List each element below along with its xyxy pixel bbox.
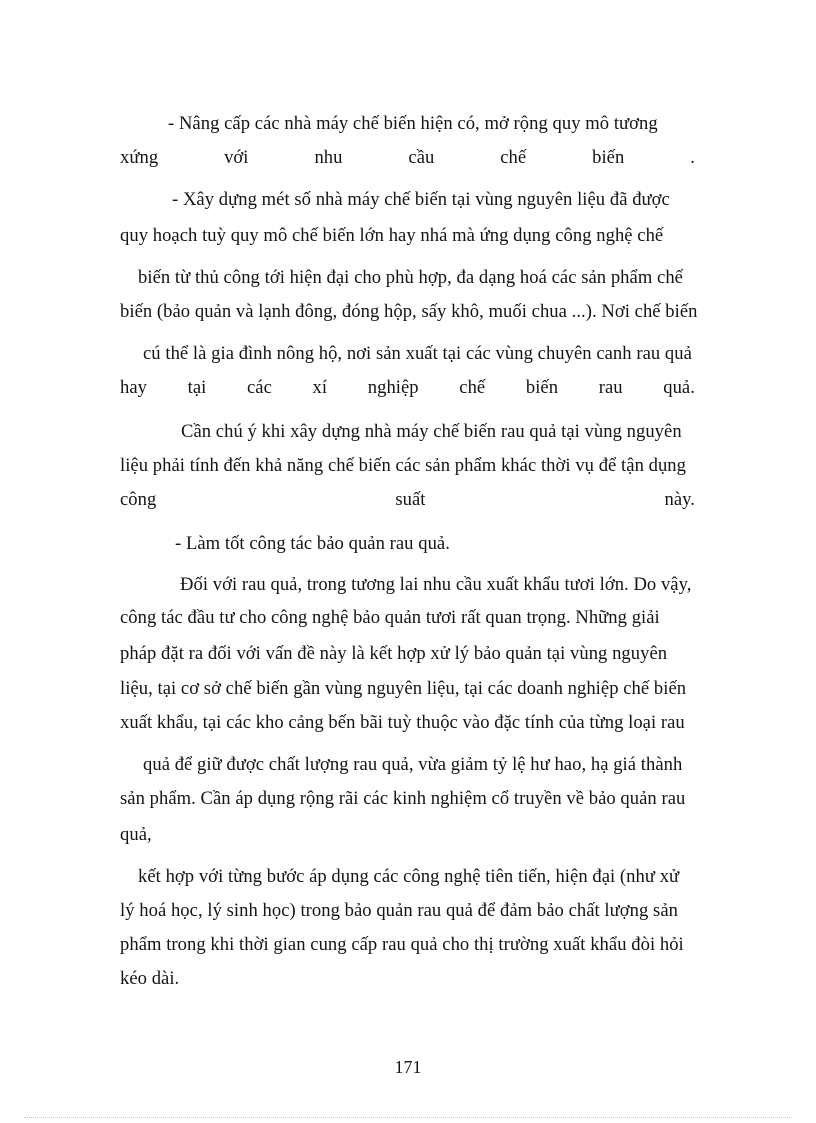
- word: tại: [187, 377, 207, 398]
- text-line: liệu phải tính đến khả năng chế biến các sản phẩm khác thời vụ để tận dụng: [120, 455, 687, 476]
- word: chế: [500, 147, 527, 168]
- text-line: quy hoạch tuỳ quy mô chế biến lớn hay nhá mà ứng dụng công nghệ chế: [120, 225, 664, 246]
- word: xứng: [120, 147, 159, 168]
- text-line: xuất khẩu, tại các kho cảng bến bãi tuỳ thuộc vào đặc tính của từng loại rau: [120, 712, 685, 733]
- text-line: cú thể là gia đình nông hộ, nơi sản xuất tại các vùng chuyên canh rau quả: [143, 343, 692, 364]
- page-number: 171: [394, 1057, 422, 1077]
- justified-text-line: [120, 147, 695, 169]
- text-line: pháp đặt ra đối với vấn đề này là kết hợp xử lý bảo quản tại vùng nguyên: [120, 643, 668, 664]
- word: hay: [120, 377, 147, 398]
- word: với: [224, 147, 249, 168]
- word: suất: [395, 489, 426, 510]
- word: xí: [312, 377, 328, 398]
- text-line: Cần chú ý khi xây dựng nhà máy chế biến rau quả tại vùng nguyên: [181, 421, 682, 442]
- text-line: - Xây dựng mét số nhà máy chế biến tại vùng nguyên liệu đã được: [172, 189, 670, 210]
- text-line: phẩm trong khi thời gian cung cấp rau quả cho thị trường xuất khẩu đòi hỏi: [120, 934, 684, 955]
- word: nghiệp: [367, 377, 419, 398]
- word: quả.: [663, 377, 695, 398]
- text-line: lý hoá học, lý sinh học) trong bảo quản rau quả để đảm bảo chất lượng sản: [120, 900, 678, 921]
- word: biến: [525, 377, 559, 398]
- word: các: [247, 377, 272, 398]
- word: nhu: [314, 147, 343, 168]
- word: cầu: [408, 147, 435, 168]
- text-line: sản phẩm. Cần áp dụng rộng rãi các kinh nghiệm cổ truyền về bảo quản rau: [120, 788, 686, 809]
- word: .: [690, 147, 695, 168]
- text-line: - Nâng cấp các nhà máy chế biến hiện có, mở rộng quy mô tương: [168, 113, 658, 134]
- justified-text-line: [120, 377, 695, 399]
- text-line: Đối với rau quả, trong tương lai nhu cầu xuất khẩu tươi lớn. Do vậy,: [180, 574, 692, 595]
- page-bottom-divider: [24, 1117, 792, 1118]
- justified-text-line: [120, 489, 695, 511]
- word: rau: [598, 377, 623, 398]
- text-line: kết hợp với từng bước áp dụng các công nghệ tiên tiến, hiện đại (như xử: [138, 866, 680, 887]
- word: chế: [459, 377, 486, 398]
- text-line: - Làm tốt công tác bảo quản rau quả.: [175, 533, 450, 554]
- text-line: kéo dài.: [120, 968, 180, 989]
- text-line: công tác đầu tư cho công nghệ bảo quản tươi rất quan trọng. Những giải: [120, 607, 660, 628]
- text-line: biến từ thủ công tới hiện đại cho phù hợp, đa dạng hoá các sản phẩm chế: [138, 267, 683, 288]
- text-line: biến (bảo quản và lạnh đông, đóng hộp, sấy khô, muối chua ...). Nơi chế biến: [120, 301, 698, 322]
- text-line: quả để giữ được chất lượng rau quả, vừa giảm tỷ lệ hư hao, hạ giá thành: [143, 754, 683, 775]
- text-line: liệu, tại cơ sở chế biến gần vùng nguyên liệu, tại các doanh nghiệp chế biến: [120, 678, 687, 699]
- text-line: quả,: [120, 824, 152, 845]
- word: này.: [664, 489, 695, 510]
- word: biến: [592, 147, 625, 168]
- word: công: [120, 489, 157, 510]
